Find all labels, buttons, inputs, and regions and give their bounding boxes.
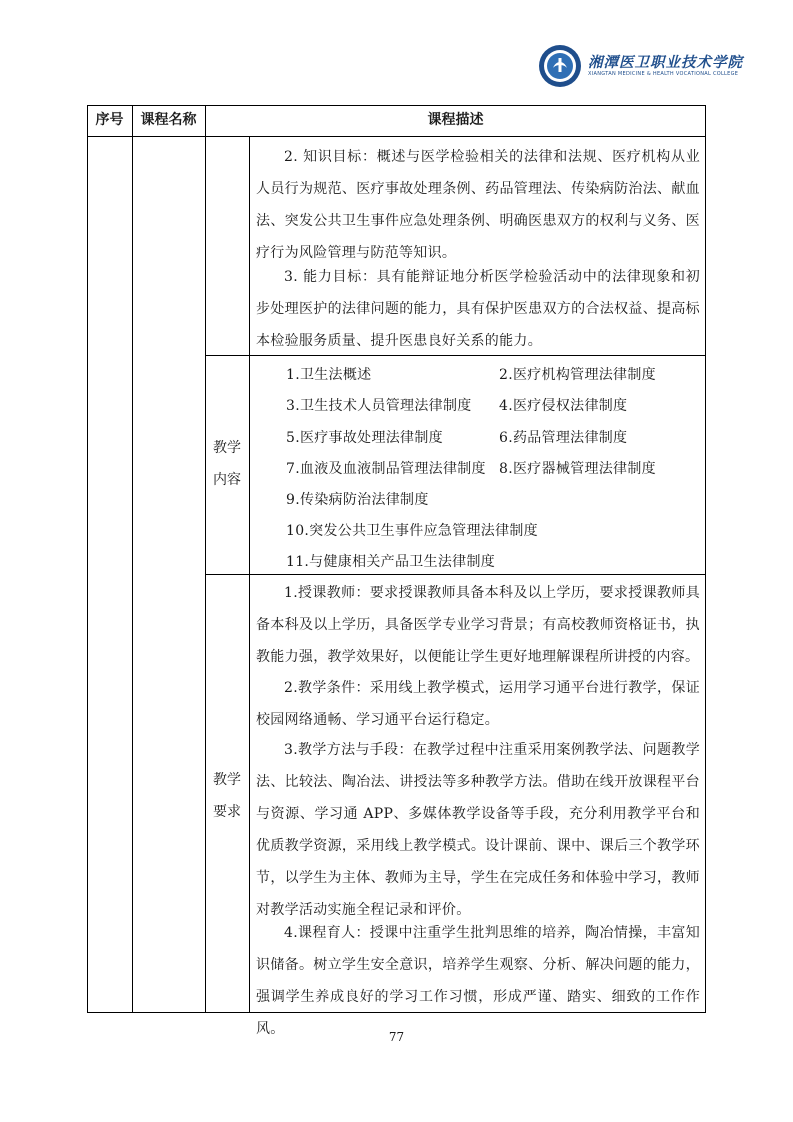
school-name-en: XIANGTAN MEDICINE & HEALTH VOCATIONAL COLLEGE	[588, 71, 739, 77]
content-label: 教学 内容	[213, 440, 241, 488]
content-item: 7.血液及血液制品管理法律制度	[286, 461, 486, 477]
page-number: 77	[388, 1030, 405, 1044]
requirement-conditions: 2.教学条件：采用线上教学模式，运用学习通平台进行教学，保证校园网络通畅、学习通平台运行稳定。	[256, 680, 700, 728]
requirement-education: 4.课程育人：授课中注重学生批判思维的培养，陶冶情操，丰富知识储备。树立学生安全意识，培养学生观察、分析、解决问题的能力，强调学生养成良好的学习工作习惯，形成严谨、踏实、细致的工作作风。	[256, 925, 700, 1037]
col-divider-2	[205, 105, 206, 1013]
requirement-teacher: 1.授课教师：要求授课教师具备本科及以上学历，要求授课教师具备本科及以上学历，具备医学专业学习背景；有高校教师资格证书，执教能力强，教学效果好，以便能让学生更好地理解课程所讲授的内容。	[256, 585, 700, 665]
content-item: 4.医疗侵权法律制度	[499, 398, 628, 414]
ability-objective: 3. 能力目标：具有能辩证地分析医学检验活动中的法律现象和初步处理医护的法律问题的能力，具有保护医患双方的合法权益、提高标本检验服务质量、提升医患良好关系的能力。	[256, 269, 700, 349]
col-header-description: 课程描述	[427, 112, 484, 128]
col-divider-1	[132, 105, 133, 1013]
school-emblem-icon	[538, 44, 582, 88]
content-item: 6.药品管理法律制度	[499, 430, 628, 446]
content-item: 1.卫生法概述	[286, 367, 372, 383]
requirement-methods: 3.教学方法与手段：在教学过程中注重采用案例教学法、问题教学法、比较法、陶冶法、讲授法等多种教学方法。借助在线开放课程平台与资源、学习通 APP、多媒体教学设备等手段，充分利用教学平台和优质教学资源，采用线上教学模式。设计课前、课中、课后三个教学环节，以学生为主体、教师为主导，学生在完成任务和体验中学习，教师对教学活动实施全程记录和评价。	[256, 742, 700, 918]
content-item: 3.卫生技术人员管理法律制度	[286, 398, 472, 414]
requirements-label: 教学 要求	[213, 772, 241, 820]
content-item: 8.医疗器械管理法律制度	[499, 461, 656, 477]
content-item: 9.传染病防治法律制度	[286, 492, 429, 508]
content-item: 2.医疗机构管理法律制度	[499, 367, 656, 383]
school-logo	[538, 44, 743, 88]
content-item: 10.突发公共卫生事件应急管理法律制度	[286, 523, 538, 539]
col-header-course-name: 课程名称	[140, 112, 197, 128]
content-item: 5.医疗事故处理法律制度	[286, 430, 443, 446]
content-item: 11.与健康相关产品卫生法律制度	[286, 554, 496, 570]
knowledge-objective: 2. 知识目标：概述与医学检验相关的法律和法规、医疗机构从业人员行为规范、医疗事故处理条例、药品管理法、传染病防治法、献血法、突发公共卫生事件应急处理条例、明确医患双方的权利与义务、医疗行为风险管理与防范等知识。	[256, 149, 700, 261]
col-header-index: 序号	[95, 112, 124, 128]
school-name: 湘潭医卫职业技术学院	[588, 54, 743, 71]
header-rule	[87, 136, 706, 137]
requirements-rule	[205, 574, 706, 575]
